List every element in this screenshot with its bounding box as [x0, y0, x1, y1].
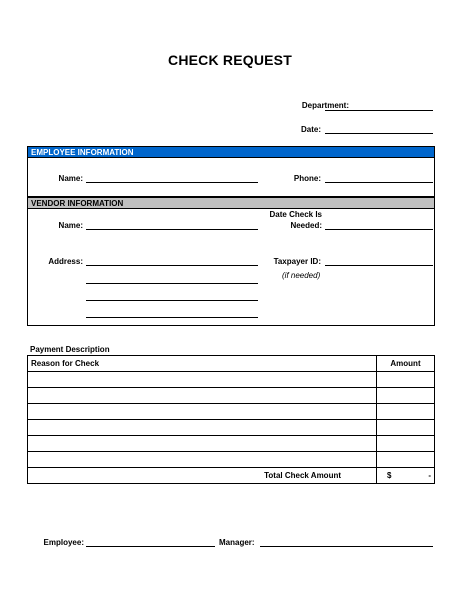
employee-signature-label: Employee:	[43, 538, 84, 547]
taxpayer-id-note: (if needed)	[282, 271, 321, 280]
employee-information-section	[27, 146, 435, 197]
employee-phone-field[interactable]	[325, 173, 433, 183]
currency-symbol: $	[387, 471, 392, 480]
amount-cell[interactable]	[377, 436, 435, 452]
vendor-information-heading: VENDOR INFORMATION	[28, 198, 434, 209]
amount-column-header: Amount	[377, 356, 435, 372]
table-row	[28, 420, 435, 436]
table-row	[28, 388, 435, 404]
reason-cell[interactable]	[28, 420, 377, 436]
taxpayer-id-field[interactable]	[325, 256, 433, 266]
payment-description-heading: Payment Description	[30, 345, 110, 354]
date-label: Date:	[300, 125, 321, 134]
reason-cell[interactable]	[28, 452, 377, 468]
reason-cell[interactable]	[28, 404, 377, 420]
reason-cell[interactable]	[28, 388, 377, 404]
manager-signature-field[interactable]	[260, 537, 433, 547]
table-row	[28, 436, 435, 452]
vendor-name-label: Name:	[58, 221, 83, 230]
date-field[interactable]	[325, 124, 433, 134]
department-label: Department:	[301, 101, 349, 110]
page-title: CHECK REQUEST	[168, 52, 292, 68]
amount-cell[interactable]	[377, 420, 435, 436]
vendor-address-line-3[interactable]	[86, 291, 258, 301]
vendor-address-line-2[interactable]	[86, 274, 258, 284]
table-header-row	[28, 356, 435, 372]
date-needed-label-line1: Date Check Is	[269, 210, 322, 219]
total-row	[28, 468, 435, 484]
amount-cell[interactable]	[377, 404, 435, 420]
payment-table	[27, 355, 435, 484]
employee-name-label: Name:	[58, 174, 83, 183]
manager-signature-label: Manager:	[219, 538, 255, 547]
employee-information-heading: EMPLOYEE INFORMATION	[28, 147, 434, 158]
date-needed-field[interactable]	[325, 220, 433, 230]
table-row	[28, 404, 435, 420]
department-field[interactable]	[325, 101, 433, 111]
employee-phone-label: Phone:	[293, 174, 321, 183]
vendor-name-field[interactable]	[86, 220, 258, 230]
total-amount-cell	[377, 468, 435, 484]
employee-name-field[interactable]	[86, 173, 258, 183]
vendor-address-line-1[interactable]	[86, 256, 258, 266]
amount-cell[interactable]	[377, 388, 435, 404]
reason-cell[interactable]	[28, 372, 377, 388]
vendor-address-line-4[interactable]	[86, 308, 258, 318]
employee-signature-field[interactable]	[86, 537, 215, 547]
reason-cell[interactable]	[28, 436, 377, 452]
amount-cell[interactable]	[377, 372, 435, 388]
reason-column-header: Reason for Check	[28, 356, 377, 372]
vendor-address-label: Address:	[48, 257, 83, 266]
date-needed-label-line2: Needed:	[290, 221, 322, 230]
amount-cell[interactable]	[377, 452, 435, 468]
total-amount-value: -	[428, 471, 431, 480]
table-row	[28, 452, 435, 468]
table-row	[28, 372, 435, 388]
taxpayer-id-label: Taxpayer ID:	[273, 257, 321, 266]
total-check-amount-label: Total Check Amount	[28, 468, 377, 484]
